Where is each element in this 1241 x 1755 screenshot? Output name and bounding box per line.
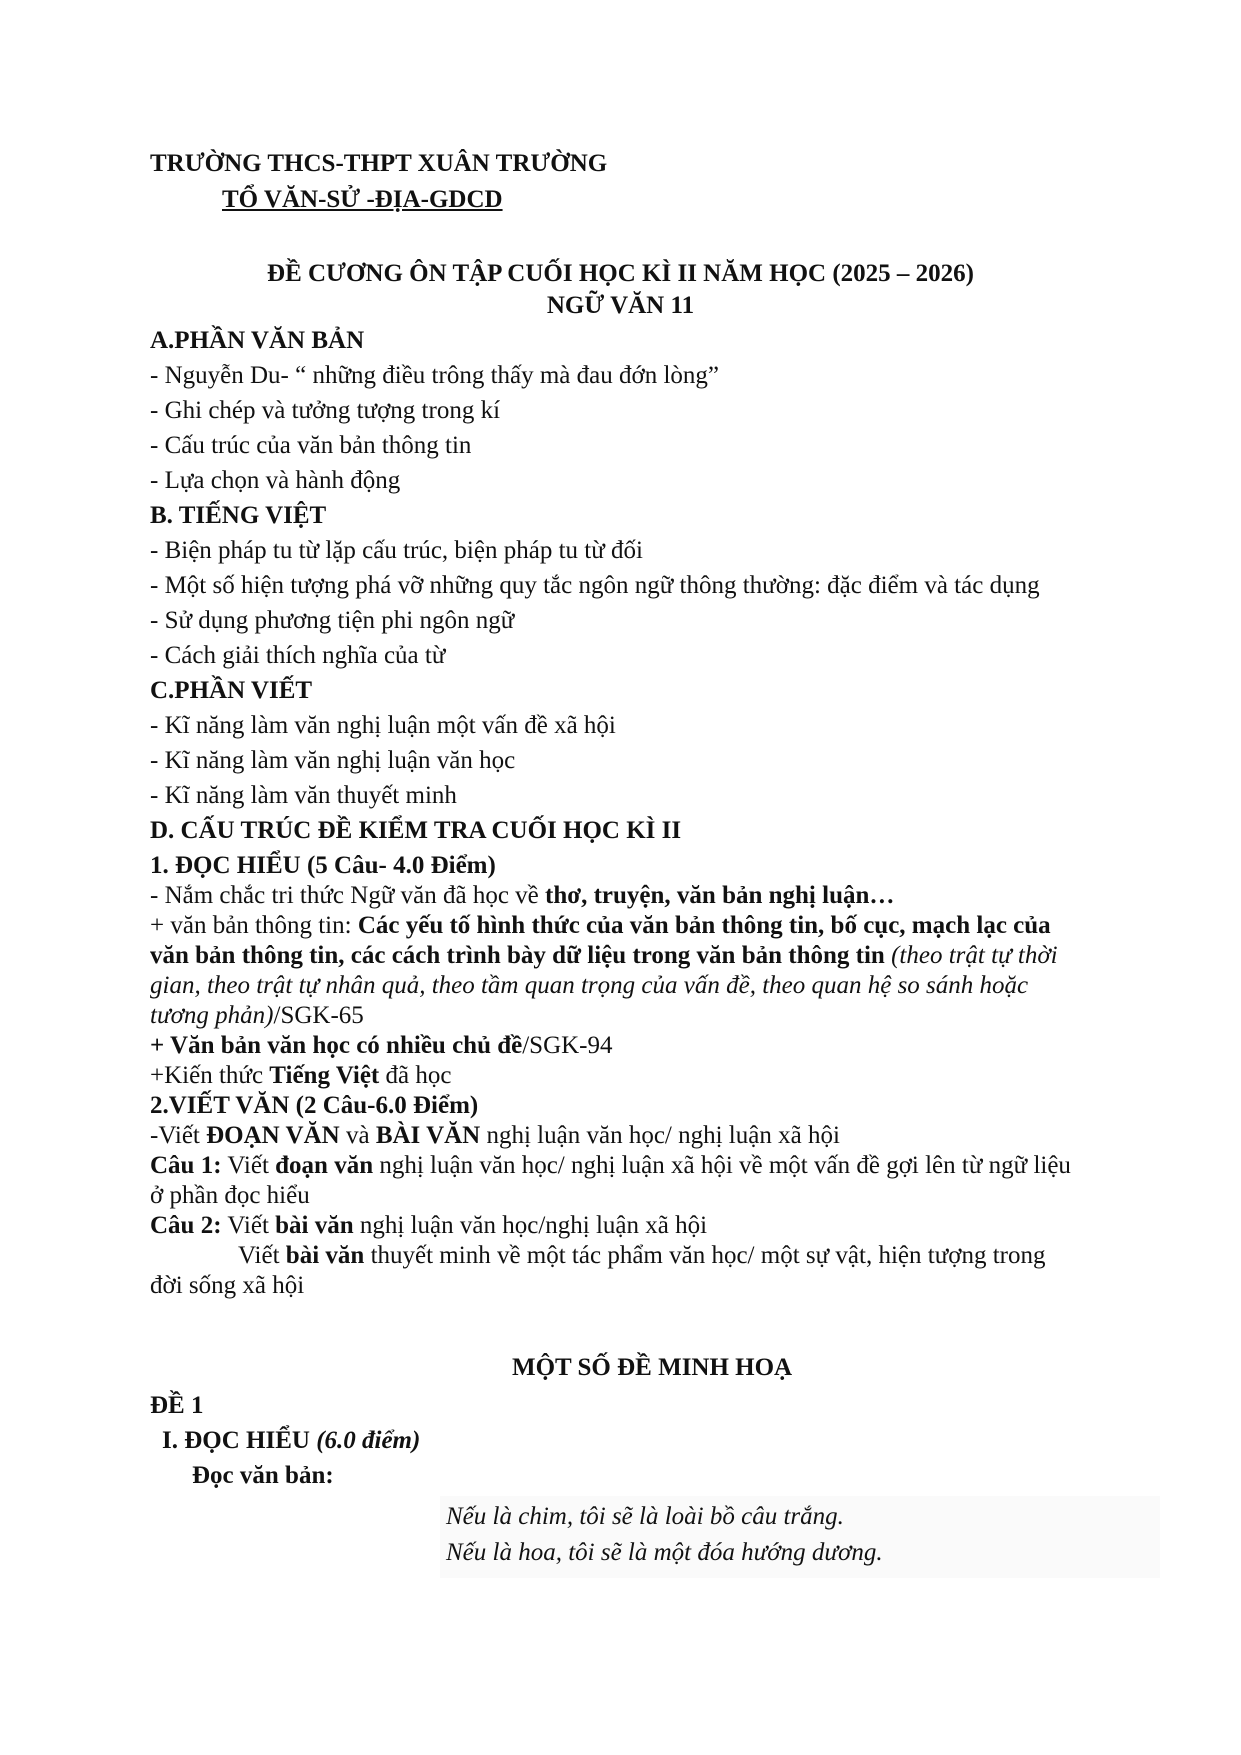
- text-run: thơ, truyện, văn bản nghị luận…: [545, 882, 895, 909]
- reading-line: [150, 880, 894, 912]
- text-run: Tiếng Việt: [269, 1062, 380, 1089]
- poem-line: Nếu là chim, tôi sẽ là loài bồ câu trắng.: [446, 1503, 844, 1530]
- exam-1-label: ĐỀ 1: [150, 1392, 204, 1419]
- text-run: + Văn bản văn học có nhiều chủ đề: [150, 1032, 523, 1059]
- text-run: và: [339, 1122, 376, 1149]
- text-run: tương phản): [150, 1002, 274, 1029]
- writing-line: [150, 1120, 840, 1152]
- text-run: đoạn văn: [275, 1152, 374, 1179]
- text-run: -Viết: [150, 1122, 207, 1149]
- text-run: (theo trật tự thời: [884, 942, 1058, 969]
- list-item: - Lựa chọn và hành động: [150, 467, 401, 494]
- list-item: - Kĩ năng làm văn thuyết minh: [150, 782, 457, 809]
- text-run: Viết: [238, 1242, 286, 1269]
- list-item: - Kĩ năng làm văn nghị luận một vấn đề xã hội: [150, 712, 616, 739]
- text-run: - Nắm chắc tri thức Ngữ văn đã học về: [150, 882, 546, 909]
- department-name: TỔ VĂN-SỬ -ĐỊA-GDCD: [222, 186, 503, 213]
- reading-part-heading: 1. ĐỌC HIỂU (5 Câu- 4.0 Điểm): [150, 852, 496, 879]
- text-run: +Kiến thức: [150, 1062, 270, 1089]
- text-run: I. ĐỌC HIỂU: [162, 1427, 317, 1454]
- list-item: - Kĩ năng làm văn nghị luận văn học: [150, 747, 516, 774]
- text-run: nghị luận văn học/nghị luận xã hội: [353, 1212, 708, 1239]
- text-run: Câu 1:: [150, 1152, 222, 1179]
- text-run: Các yếu tố hình thức của văn bản thông tin, bố cục, mạch lạc của: [357, 912, 1051, 939]
- section-a-heading: A.PHẦN VĂN BẢN: [150, 327, 365, 354]
- text-run: (6.0 điểm): [316, 1427, 421, 1454]
- list-item: - Biện pháp tu từ lặp cấu trúc, biện pháp tu từ đối: [150, 537, 643, 564]
- document-subtitle: NGỮ VĂN 11: [546, 292, 695, 319]
- text-run: BÀI VĂN: [375, 1122, 481, 1149]
- writing-line: [150, 1150, 1071, 1182]
- text-run: /SGK-94: [522, 1032, 613, 1059]
- poem-line: Nếu là hoa, tôi sẽ là một đóa hướng dương.: [446, 1539, 883, 1566]
- school-name: TRƯỜNG THCS-THPT XUÂN TRƯỜNG: [150, 150, 608, 177]
- writing-line: [150, 1210, 707, 1242]
- text-run: văn bản thông tin, các cách trình bày dữ liệu trong văn bản thông tin: [150, 942, 885, 969]
- text-run: bài văn: [275, 1212, 354, 1239]
- list-item: - Sử dụng phương tiện phi ngôn ngữ: [150, 607, 515, 634]
- examples-heading: MỘT SỐ ĐỀ MINH HOẠ: [512, 1354, 793, 1381]
- document-title: ĐỀ CƯƠNG ÔN TẬP CUỐI HỌC KÌ II NĂM HỌC (2025 – 2026): [267, 260, 974, 287]
- text-run: bài văn: [285, 1242, 365, 1269]
- list-item: - Cấu trúc của văn bản thông tin: [150, 432, 472, 459]
- list-item: - Một số hiện tượng phá vỡ những quy tắc ngôn ngữ thông thường: đặc điểm và tác dụng: [150, 572, 1040, 599]
- reading-line: [150, 940, 1058, 972]
- text-run: Viết: [221, 1152, 276, 1179]
- reading-section-heading: [162, 1425, 420, 1457]
- writing-part-heading: 2.VIẾT VĂN (2 Câu-6.0 Điểm): [150, 1092, 479, 1119]
- text-run: đã học: [379, 1062, 452, 1089]
- text-run: + văn bản thông tin:: [150, 912, 358, 939]
- section-b-heading: B. TIẾNG VIỆT: [150, 502, 327, 529]
- list-item: - Nguyễn Du- “ những điều trông thấy mà đau đớn lòng”: [150, 362, 720, 389]
- list-item: - Ghi chép và tưởng tượng trong kí: [150, 397, 501, 424]
- reading-line: gian, theo trật tự nhân quả, theo tầm quan trọng của vấn đề, theo quan hệ so sánh hoặc: [150, 972, 1029, 999]
- text-run: Viết: [221, 1212, 276, 1239]
- list-item: - Cách giải thích nghĩa của từ: [150, 642, 446, 669]
- writing-line: ở phần đọc hiểu: [150, 1182, 310, 1209]
- section-d-heading: D. CẤU TRÚC ĐỀ KIỂM TRA CUỐI HỌC KÌ II: [150, 817, 682, 844]
- text-run: /SGK-65: [273, 1002, 364, 1029]
- reading-line: [150, 910, 1051, 942]
- text-run: nghị luận văn học/ nghị luận xã hội: [480, 1122, 840, 1149]
- text-run: nghị luận văn học/ nghị luận xã hội về một vấn đề gợi lên từ ngữ liệu: [373, 1152, 1071, 1179]
- reading-line: [150, 1000, 364, 1032]
- writing-line: đời sống xã hội: [150, 1272, 305, 1299]
- reading-line: [150, 1060, 451, 1092]
- text-run: thuyết minh về một tác phẩm văn học/ một sự vật, hiện tượng trong: [364, 1242, 1046, 1269]
- reading-line: [150, 1030, 613, 1062]
- section-c-heading: C.PHẦN VIẾT: [150, 677, 313, 704]
- writing-line: [238, 1240, 1046, 1272]
- text-run: ĐOẠN VĂN: [206, 1122, 340, 1149]
- text-run: Câu 2:: [150, 1212, 222, 1239]
- read-text-label: Đọc văn bản:: [192, 1462, 334, 1489]
